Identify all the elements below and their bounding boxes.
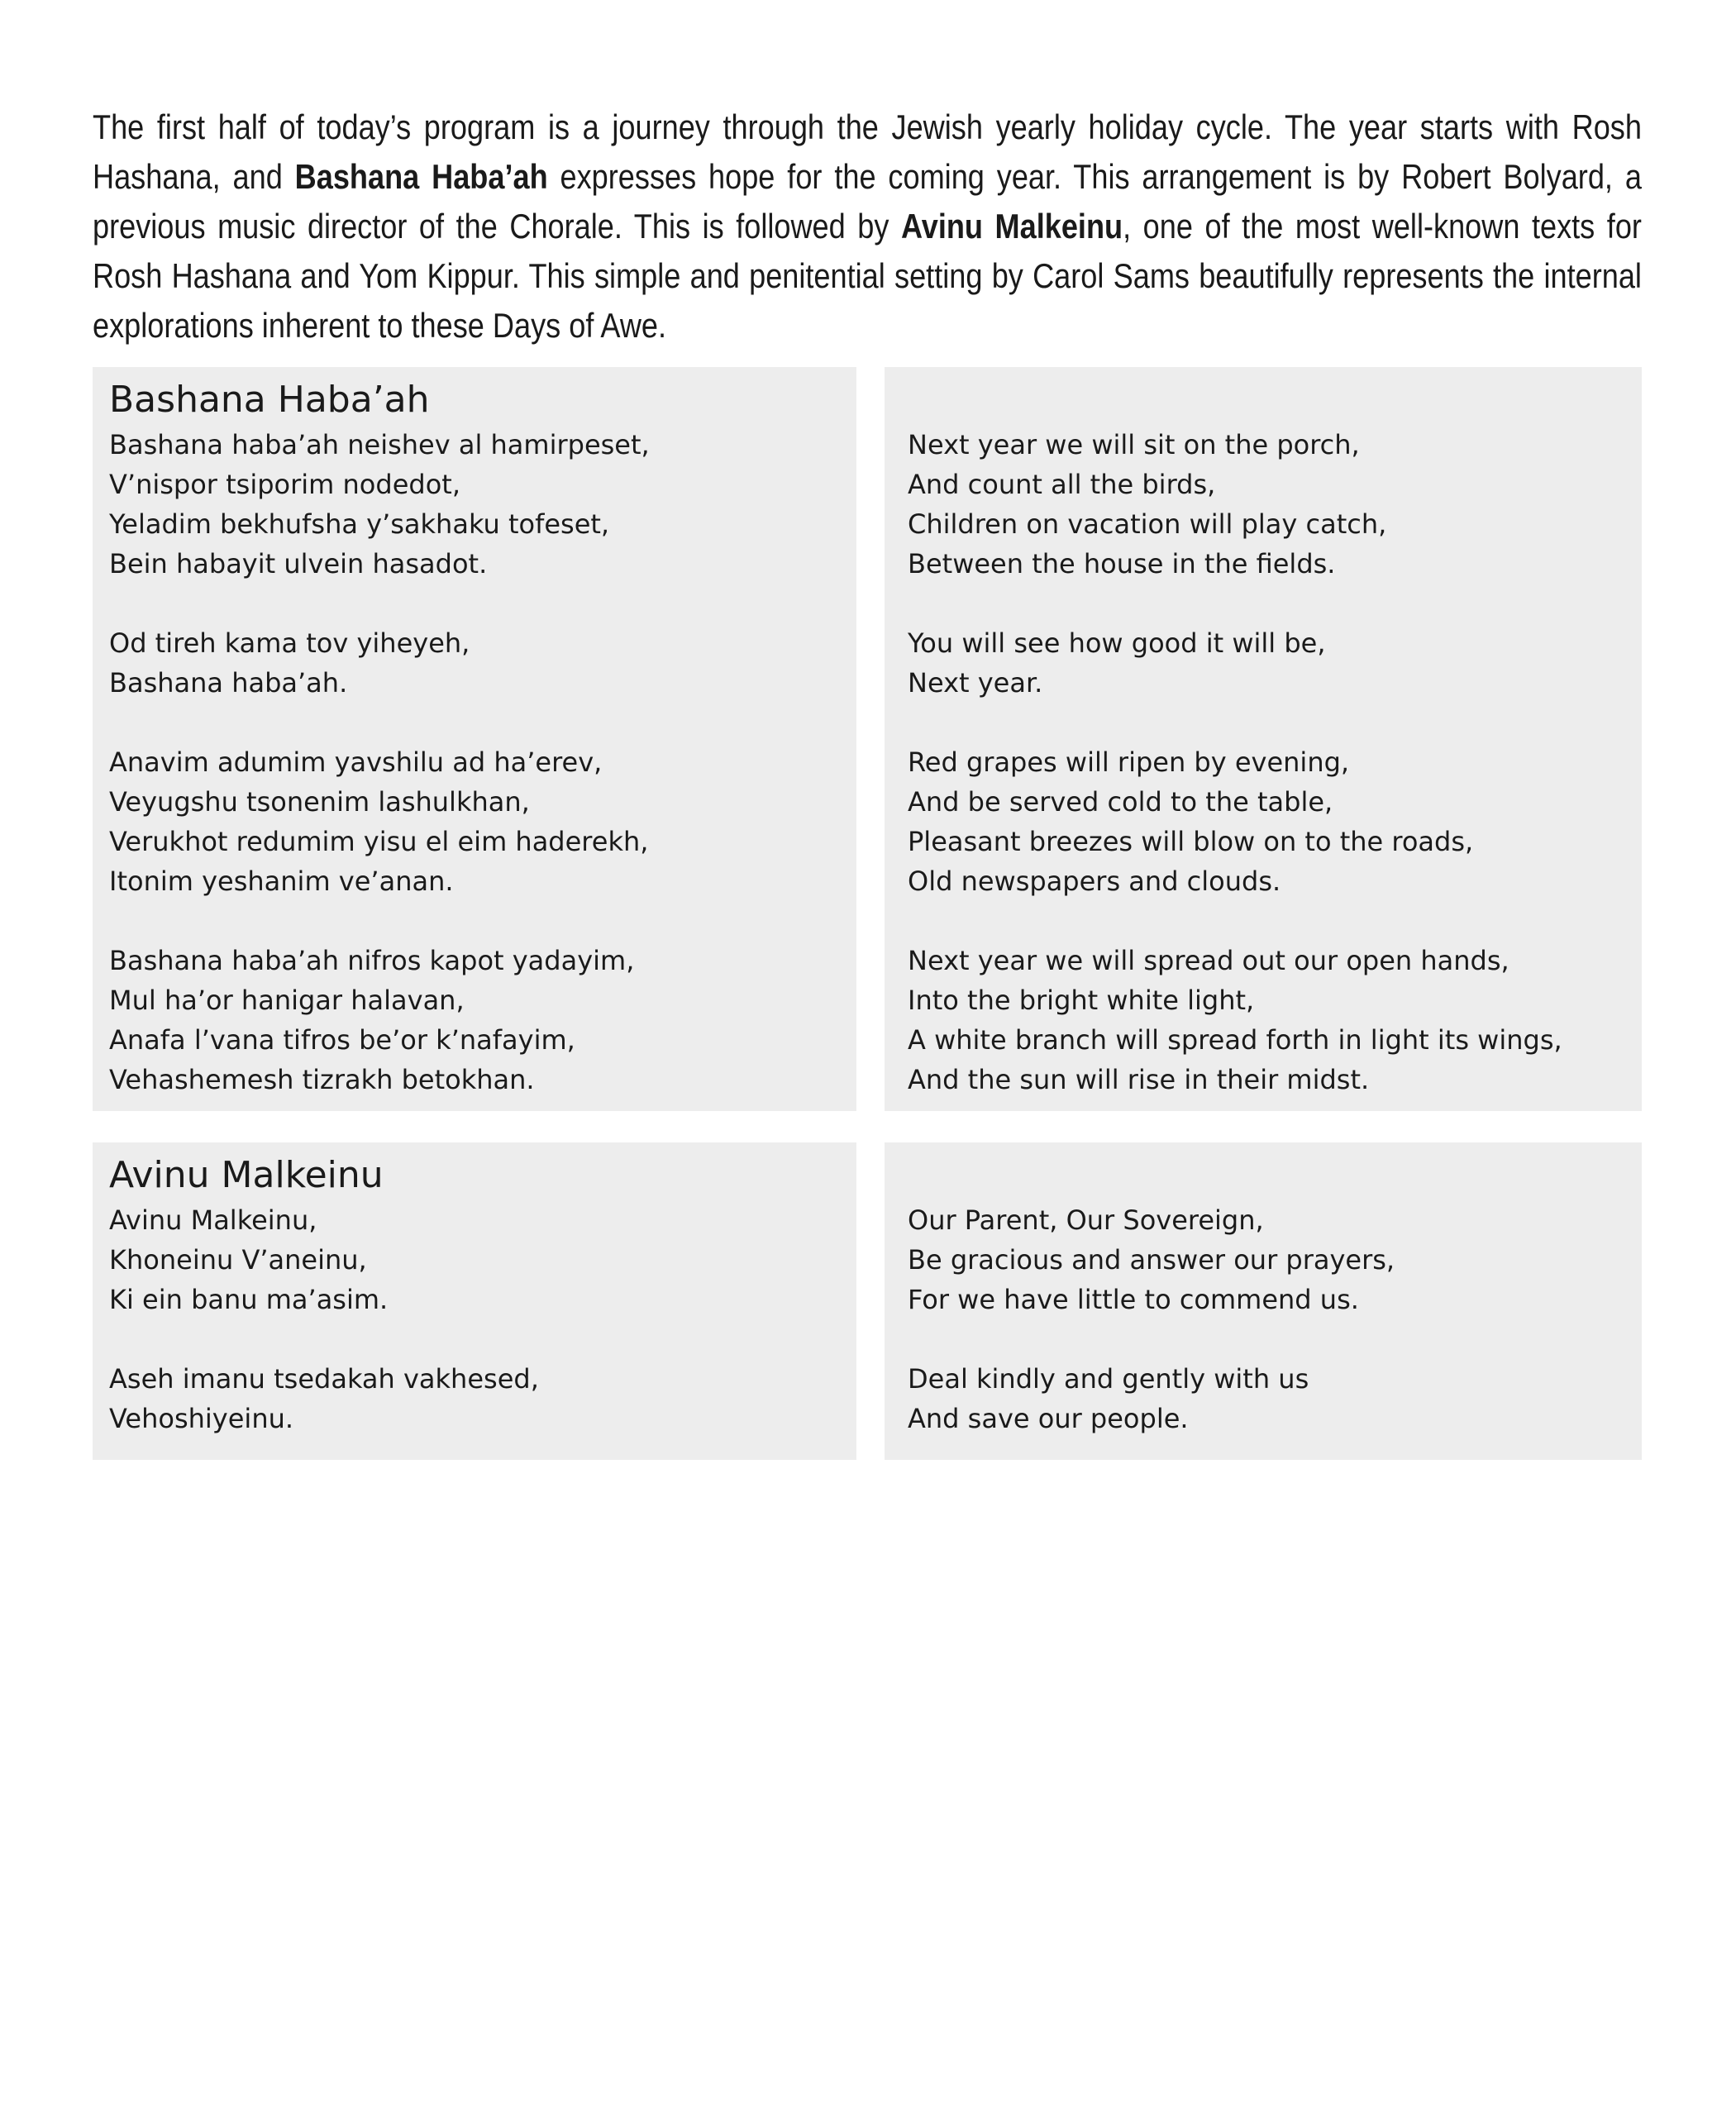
lyric-line: Children on vacation will play catch, — [908, 508, 1387, 540]
stanza — [908, 623, 1562, 703]
song-title: Bashana Haba’ah — [109, 379, 430, 421]
stanza — [109, 742, 650, 901]
translation-lyrics — [908, 425, 1562, 1099]
lyric-line: Between the house in the fields. — [908, 548, 1336, 579]
stanza — [908, 1200, 1395, 1319]
lyric-line: And the sun will rise in their midst. — [908, 1064, 1370, 1095]
translation-lyrics — [908, 1200, 1395, 1438]
lyric-line: Bein habayit ulvein hasadot. — [109, 548, 488, 579]
lyric-line: And save our people. — [908, 1403, 1189, 1434]
song-panel-translation-bashana — [885, 367, 1642, 1111]
lyric-line: Od tireh kama tov yiheyeh, — [109, 627, 470, 659]
lyric-line: A white branch will spread forth in light its wings, — [908, 1024, 1562, 1056]
lyric-line: You will see how good it will be, — [908, 627, 1326, 659]
lyric-line: V’nispor tsiporim nodedot, — [109, 469, 460, 500]
stanza — [908, 742, 1562, 901]
lyric-line: Next year we will spread out our open hands, — [908, 945, 1509, 976]
lyric-line: Mul ha’or hanigar halavan, — [109, 985, 465, 1016]
lyric-line: Yeladim bekhufsha y’sakhaku tofeset, — [109, 508, 610, 540]
lyric-line: Bashana haba’ah nifros kapot yadayim, — [109, 945, 635, 976]
lyric-line: Anavim adumim yavshilu ad ha’erev, — [109, 746, 603, 778]
stanza — [109, 1200, 539, 1319]
intro-bold-avinu: Avinu Malkeinu — [900, 207, 1123, 246]
lyric-line: Into the bright white light, — [908, 985, 1255, 1016]
stanza — [908, 941, 1562, 1099]
lyric-line: Next year. — [908, 667, 1043, 699]
intro-text-3: , one of the most well-known texts for Rosh Hashana and Yom Kippur. This simple and penitential setting by Carol Sams beautifully represents the internal explorations inherent to these Days of Awe. — [93, 207, 1642, 345]
song-panel-original-avinu — [93, 1142, 856, 1460]
original-lyrics — [109, 1200, 539, 1438]
lyric-line: Our Parent, Our Sovereign, — [908, 1204, 1264, 1236]
lyric-line: Pleasant breezes will blow on to the roads, — [908, 826, 1474, 857]
intro-text-2: expresses hope for the coming year. This arrangement is by Robert Bolyard, a previous music director of the Chorale. This is followed by — [93, 157, 1642, 246]
lyric-line: Vehashemesh tizrakh betokhan. — [109, 1064, 535, 1095]
song-panel-original-bashana — [93, 367, 856, 1111]
lyric-line: Deal kindly and gently with us — [908, 1363, 1309, 1395]
intro-bold-bashana: Bashana Haba’ah — [294, 157, 548, 196]
lyric-line: Old newspapers and clouds. — [908, 866, 1281, 897]
stanza — [109, 1359, 539, 1438]
song-title: Avinu Malkeinu — [109, 1154, 384, 1196]
intro-paragraph — [93, 103, 1642, 351]
stanza — [109, 623, 650, 703]
lyric-line: Ki ein banu ma’asim. — [109, 1284, 389, 1315]
lyric-line: Anafa l’vana tifros be’or k’nafayim, — [109, 1024, 575, 1056]
lyric-line: Vehoshiyeinu. — [109, 1403, 294, 1434]
lyric-line: Khoneinu V’aneinu, — [109, 1244, 367, 1276]
lyric-line: Be gracious and answer our prayers, — [908, 1244, 1395, 1276]
lyric-line: Aseh imanu tsedakah vakhesed, — [109, 1363, 539, 1395]
stanza — [109, 941, 650, 1099]
lyric-line: Itonim yeshanim ve’anan. — [109, 866, 454, 897]
lyric-line: Verukhot redumim yisu el eim haderekh, — [109, 826, 649, 857]
lyric-line: And be served cold to the table, — [908, 786, 1333, 818]
stanza — [908, 1359, 1395, 1438]
lyric-line: Veyugshu tsonenim lashulkhan, — [109, 786, 530, 818]
lyric-line: Bashana haba’ah. — [109, 667, 348, 699]
stanza — [908, 425, 1562, 584]
song-panel-translation-avinu — [885, 1142, 1642, 1460]
stanza — [109, 425, 650, 584]
intro-text-1: The first half of today’s program is a journey through the Jewish yearly holiday cycle. The year starts with Rosh Hashana, and — [93, 107, 1642, 196]
lyric-line: Next year we will sit on the porch, — [908, 429, 1360, 460]
lyric-line: For we have little to commend us. — [908, 1284, 1359, 1315]
lyric-line: Bashana haba’ah neishev al hamirpeset, — [109, 429, 650, 460]
original-lyrics — [109, 425, 650, 1099]
lyric-line: Red grapes will ripen by evening, — [908, 746, 1350, 778]
lyric-line: Avinu Malkeinu, — [109, 1204, 317, 1236]
lyric-line: And count all the birds, — [908, 469, 1216, 500]
